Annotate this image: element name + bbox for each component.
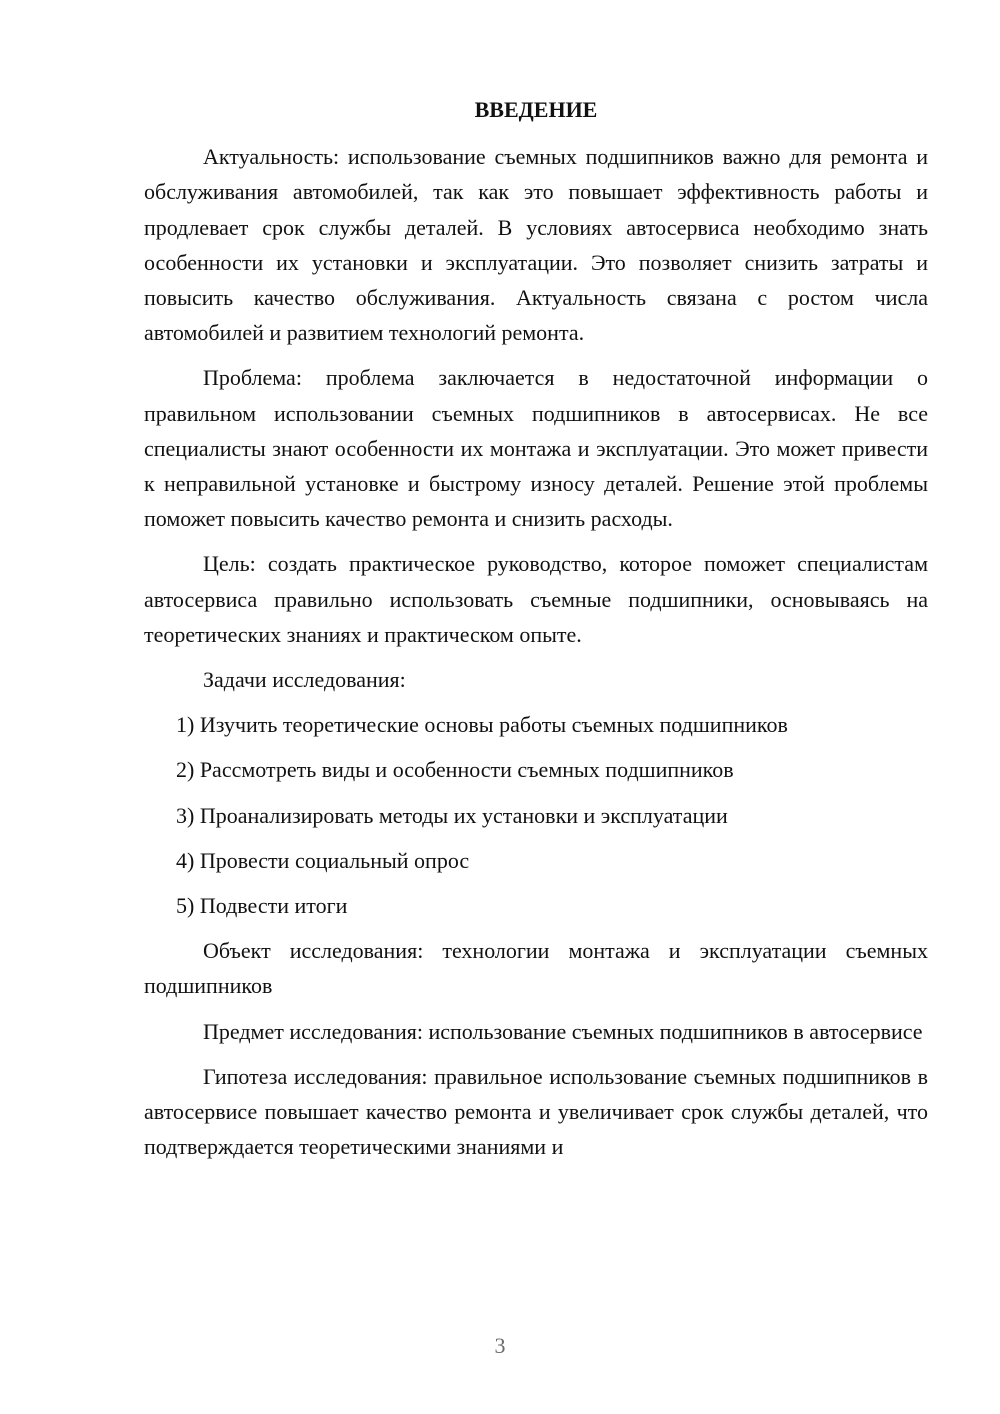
subject-paragraph: Предмет исследования: использование съемных подшипников в автосервисе <box>203 1018 923 1044</box>
problem-paragraph: Проблема: проблема заключается в недостаточной информации о правильном использовании съемных подшипников в автосервисах. Не все специалисты знают особенности их монтажа и эксплуатации. Это может привести к неправильной установке и быстрому износу деталей. Решение этой проблемы поможет повысить качество ремонта и снизить расходы. <box>144 365 928 532</box>
list-item: 5) Подвести итоги <box>176 893 348 919</box>
tasks-title: Задачи исследования: <box>203 667 406 693</box>
object-paragraph: Объект исследования: технологии монтажа и эксплуатации съемных подшипников <box>144 938 928 999</box>
document-page <box>144 92 928 1174</box>
hypothesis-paragraph: Гипотеза исследования: правильное использование съемных подшипников в автосервисе повышает качество ремонта и увеличивает срок службы деталей, что подтверждается теоретическими знаниями и <box>144 1063 928 1160</box>
page-number: 3 <box>494 1333 506 1358</box>
tasks-list <box>144 707 928 923</box>
goal-paragraph: Цель: создать практическое руководство, которое поможет специалистам автосервиса правильно использовать съемные подшипники, основываясь на теоретических знаниях и практическом опыте. <box>144 551 928 647</box>
section-heading: ВВЕДЕНИЕ <box>474 97 598 122</box>
list-item: 1) Изучить теоретические основы работы съемных подшипников <box>176 712 788 738</box>
list-item: 2) Рассмотреть виды и особенности съемных подшипников <box>176 757 734 783</box>
relevance-paragraph: Актуальность: использование съемных подшипников важно для ремонта и обслуживания автомобилей, так как это повышает эффективность работы и продлевает срок службы деталей. В условиях автосервиса необходимо знать особенности их установки и эксплуатации. Это позволяет снизить затраты и повысить качество обслуживания. Актуальность связана с ростом числа автомобилей и развитием технологий ремонта. <box>144 144 928 346</box>
list-item: 3) Проанализировать методы их установки и эксплуатации <box>176 802 728 828</box>
list-item: 4) Провести социальный опрос <box>176 847 470 873</box>
